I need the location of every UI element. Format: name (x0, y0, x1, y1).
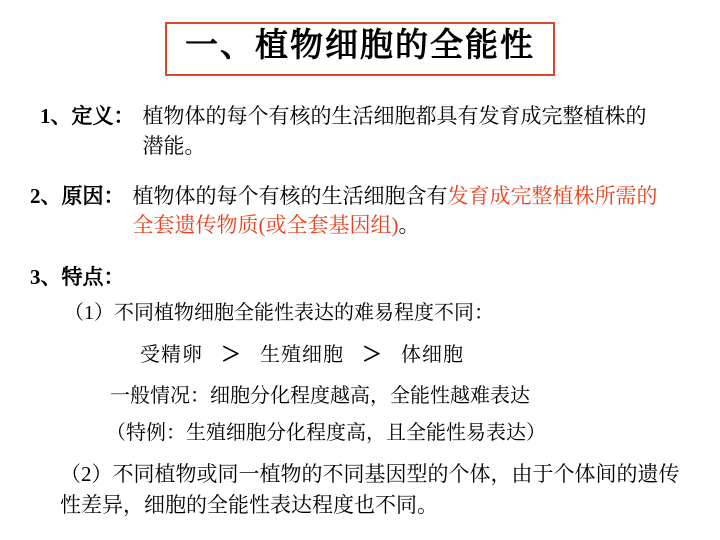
title-box (165, 22, 555, 76)
reason-text (125, 182, 663, 242)
title-container (0, 22, 720, 76)
reason-text-prefix: 植物体的每个有核的生活细胞含有 (132, 183, 448, 208)
general-case-note: 一般情况：细胞分化程度越高，全能性越难表达 (110, 385, 530, 408)
reason-text-highlight: 发育成完整植株所需的全套遗传物质(或全套基因组) (132, 183, 658, 238)
page-title: 一、植物细胞的全能性 (185, 28, 535, 64)
reason-block (30, 182, 694, 242)
definition-text: 植物体的每个有核的生活细胞都具有发育成完整植株的潜能。 (142, 104, 647, 158)
slide-body (0, 100, 720, 520)
comparison-operator-2: ＞ (362, 344, 383, 367)
comparison-item-b: 生殖细胞 (260, 344, 344, 367)
reason-label: 2、原因： (30, 183, 125, 208)
features-point-2: （2）不同植物或同一植物的不同基因型的个体，由于个体间的遗传性差异，细胞的全能性表达程度也不同。 (60, 462, 680, 517)
features-block (30, 261, 694, 520)
comparison-operator-1: ＞ (221, 344, 242, 367)
features-point-1: （1）不同植物细胞全能性表达的难易程度不同： (64, 302, 494, 325)
comparison-item-c: 体细胞 (401, 344, 464, 367)
definition-label: 1、定义： (40, 104, 135, 128)
features-label: 3、特点： (30, 265, 125, 290)
comparison-item-a: 受精卵 (140, 344, 203, 367)
reason-text-suffix: 。 (398, 213, 420, 238)
special-case-note: （特例：生殖细胞分化程度高，且全能性易表达） (106, 422, 546, 445)
definition-block (30, 102, 694, 162)
comparison-row (30, 338, 694, 367)
